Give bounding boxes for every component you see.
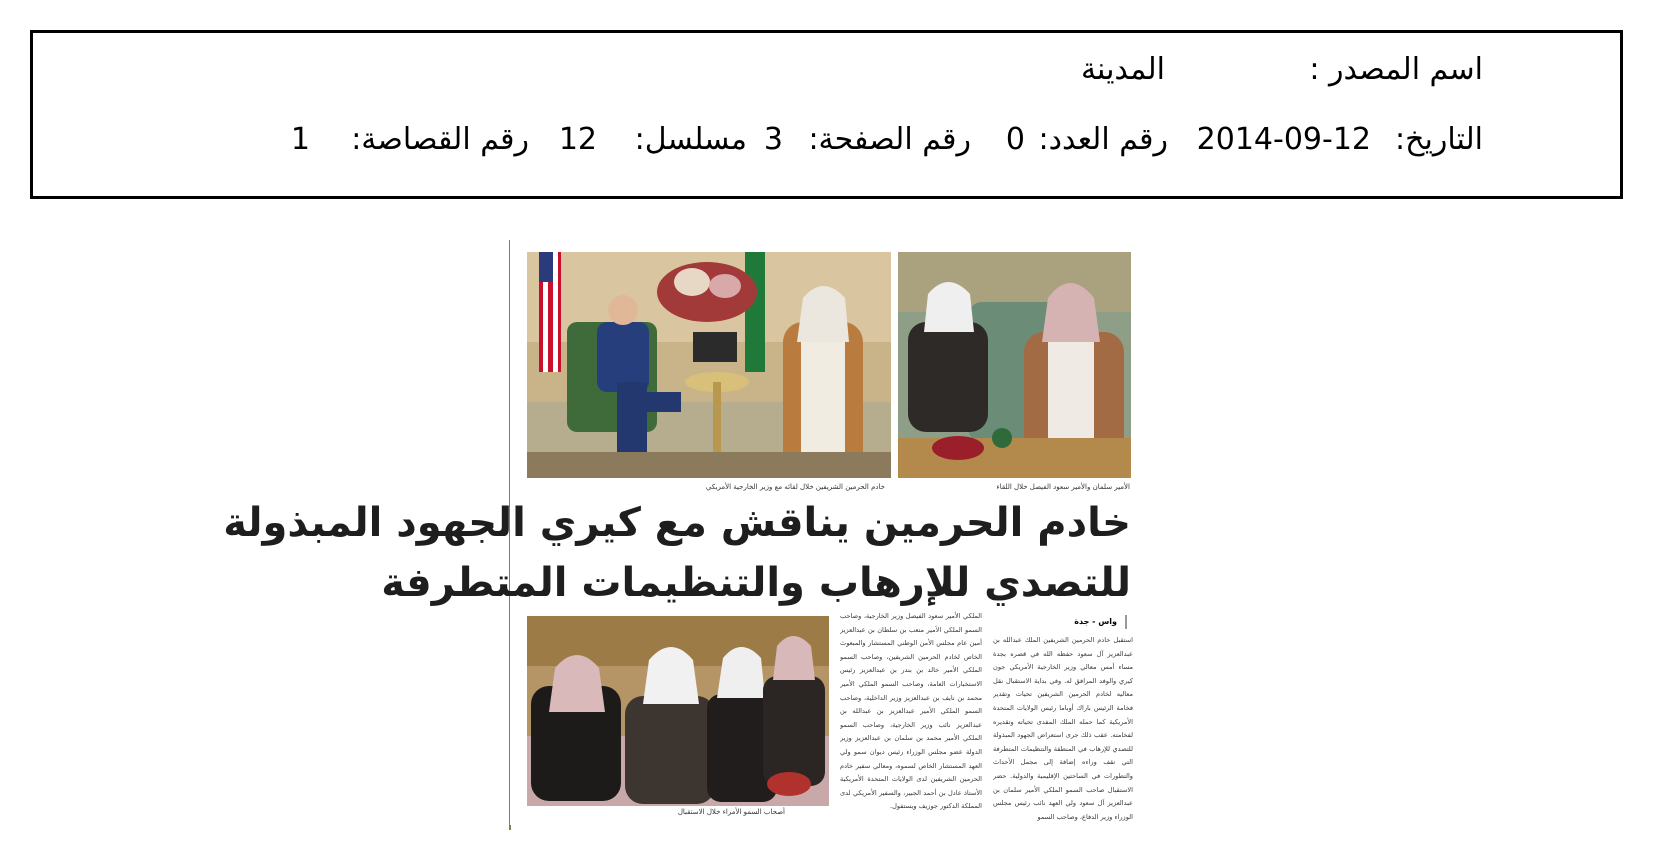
article-column-left: الملكي الأمير سعود الفيصل وزير الخارجية، وصاحب السمو الملكي الأمير متعب بن سلطان بن عبدالعزيز أمين عام مجلس الأمن الوطني المستشار والمبعوث الخاص لخادم الحرمين الشريفين، وصاحب السمو الملكي الأمير خالد بن بندر بن عبدالعزيز رئيس الاستخبارات العامة، وصاحب السمو الملكي الأمير محمد بن نايف بن عبدالعزيز وزير الداخلية، وصاحب السمو الملكي الأمير عبدالعزيز بن عبدالله بن عبدالعزيز نائب وزير الخارجية، وصاحب السمو الملكي الأمير محمد بن سلمان بن عبدالعزيز وزير الدولة عضو مجلس الوزراء رئيس ديوان سمو ولي العهد المستشار الخاص لسموه، ومعالي سفير خادم الحرمين الشريفين لدى الولايات المتحدة الأمريكية الأستاذ عادل بن أحمد الجبير، والسفير الأمريكي لدى المملكة الدكتور جوزيف ويستفول. [840, 612, 982, 811]
photo-seated-princes [527, 616, 829, 806]
issue-value: 0 [1005, 122, 1025, 157]
serial-label: مسلسل: [634, 122, 747, 157]
issue-label: رقم العدد: [1038, 122, 1168, 157]
headline-line-1: خادم الحرمين يناقش مع كيري الجهود المبذولة [223, 500, 1131, 546]
byline: واس - جدة [1074, 617, 1117, 626]
page-value: 3 [763, 122, 783, 157]
page-label: رقم الصفحة: [808, 122, 971, 157]
photo-princes [898, 252, 1131, 478]
photo-king-kerry [527, 252, 891, 478]
serial-value: 12 [558, 122, 597, 157]
article-column-right: استقبل خادم الحرمين الشريفين الملك عبدالله بن عبدالعزيز آل سعود حفظه الله في قصره بجدة مساء أمس معالي وزير الخارجية الأمريكي جون كيري والوفد المرافق له. وفي بداية الاستقبال نقل معاليه لخادم الحرمين الشريفين تحيات وتقدير فخامة الرئيس باراك أوباما رئيس الولايات المتحدة الأمريكية كما حمله الملك المفدى تحياته وتقديره لفخامته. عقب ذلك جرى استعراض الجهود المبذولة للتصدي للإرهاب في المنطقة والتنظيمات المتطرفة التي تقف وراءه إضافة إلى مجمل الأحداث والتطورات في الساحتين الإقليمية والدولية. حضر الاستقبال صاحب السمو الملكي الأمير سلمان بن عبدالعزيز آل سعود ولي العهد نائب رئيس مجلس الوزراء وزير الدفاع، وصاحب السمو [993, 636, 1133, 821]
caption-top-right: الأمير سلمان والأمير سعود الفيصل خلال اللقاء [996, 483, 1130, 491]
date-value: 2014-09-12 [1196, 122, 1371, 157]
caption-bottom: أصحاب السمو الأمراء خلال الاستقبال [677, 808, 785, 816]
clip-value: 1 [290, 122, 310, 157]
headline-line-2: للتصدي للإرهاب والتنظيمات المتطرفة [381, 560, 1131, 606]
caption-top-left: خادم الحرمين الشريفين خلال لقائه مع وزير الخارجية الأمريكي [705, 483, 885, 491]
source-value: المدينة [1080, 52, 1165, 87]
date-label: التاريخ: [1395, 122, 1483, 157]
source-label: اسم المصدر : [1309, 52, 1483, 87]
byline-rule [1125, 615, 1127, 629]
clip-label: رقم القصاصة: [351, 122, 529, 157]
